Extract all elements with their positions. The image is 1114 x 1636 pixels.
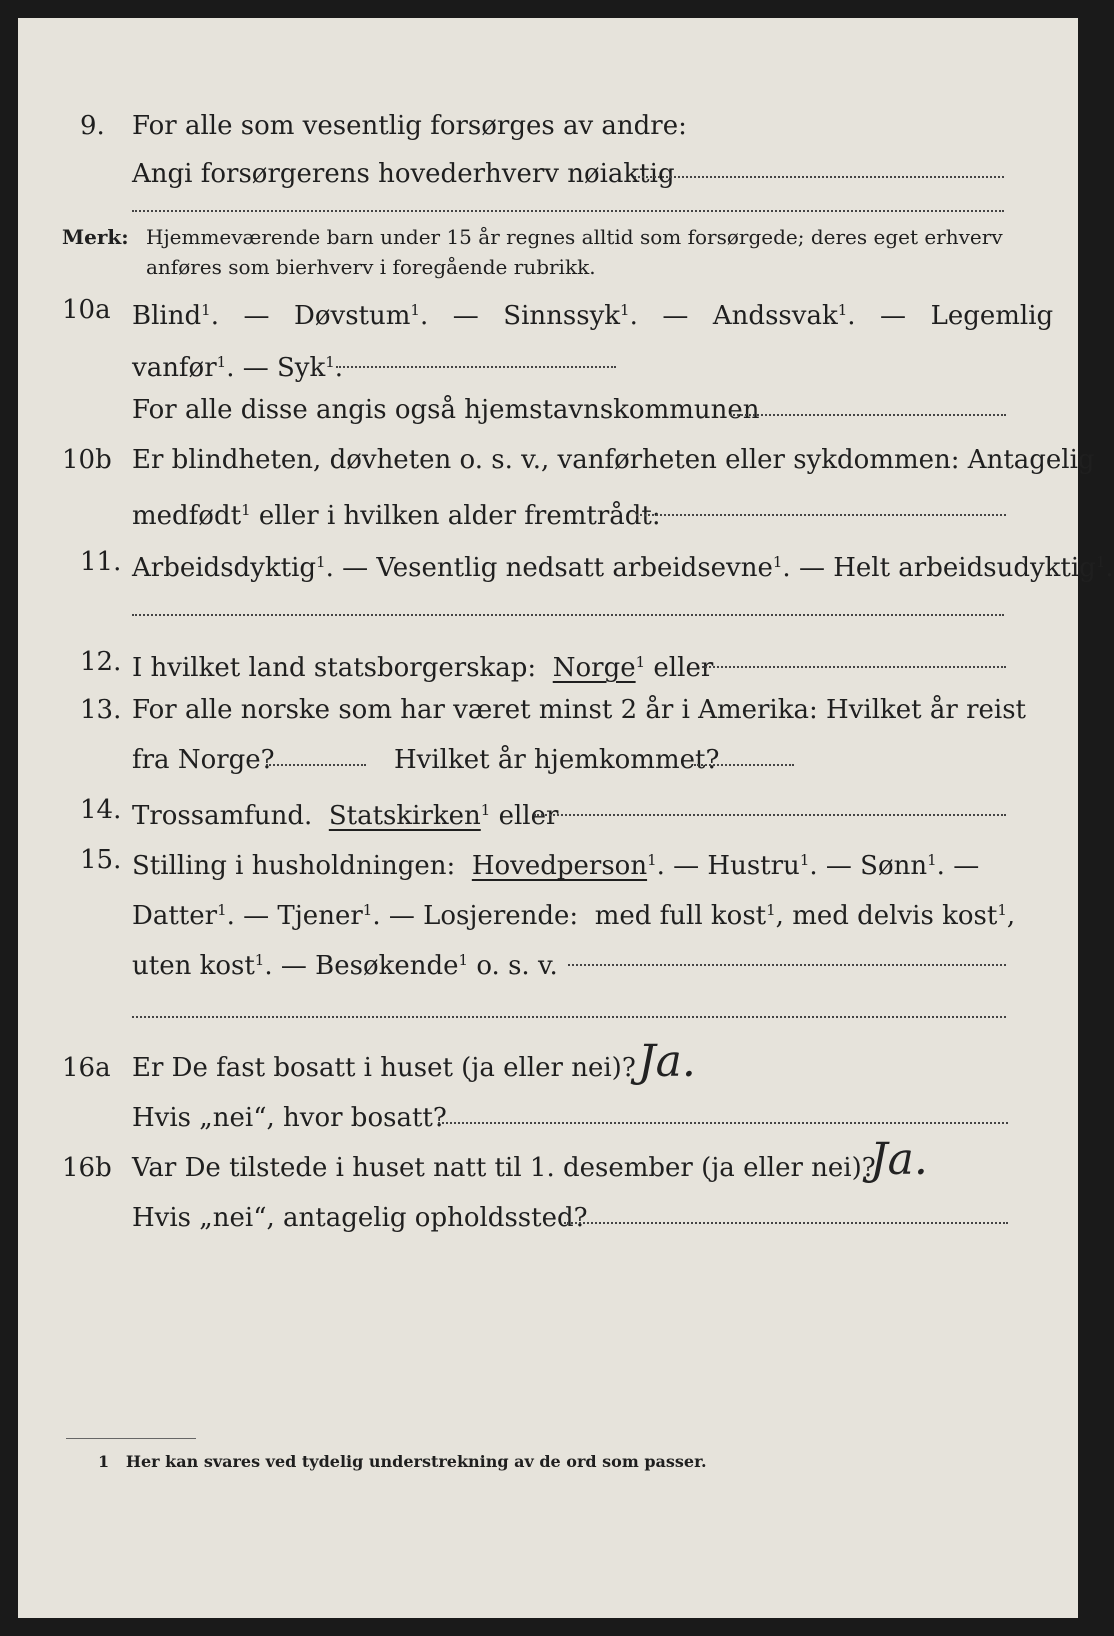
- q12-text: I hvilket land statsborgerskap: Norge$^1$ eller: [132, 653, 714, 683]
- q15-number: 15.: [80, 845, 122, 875]
- q10a-options: Blind$^1$. — Døvstum$^1$. — Sinnssyk$^1$. — Andssvak$^1$. — Legemlig: [132, 301, 1054, 331]
- q11-options: Arbeidsdyktig$^1$. — Vesentlig nedsatt arbeidsevne$^1$. — Helt arbeidsudyktig$^1$.: [132, 553, 1114, 583]
- q13-fill-line-1: [266, 764, 366, 766]
- merk-text-2: anføres som bierhverv i foregående rubrikk.: [146, 255, 596, 279]
- q11-number: 11.: [80, 547, 122, 577]
- q11-fill-line: [132, 614, 1004, 616]
- q15-options-1: Stilling i husholdningen: Hovedperson$^1$. — Hustru$^1$. — Sønn$^1$. —: [132, 851, 980, 881]
- q10a-fill-line-2: [730, 414, 1006, 416]
- q10b-text2: medfødt$^1$ eller i hvilken alder fremtrådt:: [132, 501, 661, 531]
- q10a-fill-line: [336, 366, 616, 368]
- q16a-number: 16a: [62, 1053, 111, 1083]
- q16b-text: Var De tilstede i huset natt til 1. desember (ja eller nei)?: [132, 1153, 876, 1183]
- footnote-mark: 1: [98, 1452, 110, 1471]
- q14-number: 14.: [80, 795, 122, 825]
- q15-options-2: Datter$^1$. — Tjener$^1$. — Losjerende: med full kost$^1$, med delvis kost$^1$,: [132, 901, 1016, 931]
- q13-text: For alle norske som har været minst 2 år i Amerika: Hvilket år reist: [132, 695, 1026, 725]
- q10b-text: Er blindheten, døvheten o. s. v., vanførheten eller sykdommen: Antagelig: [132, 445, 1095, 475]
- q15-hovedperson-underlined: Hovedperson: [471, 851, 648, 881]
- q15-options-3: uten kost$^1$. — Besøkende$^1$ o. s. v.: [132, 951, 558, 981]
- q16a-text: Er De fast bosatt i huset (ja eller nei)?: [132, 1053, 636, 1083]
- q9-fill-line-2: [132, 210, 1004, 212]
- q14-statskirken-underlined: Statskirken: [328, 801, 481, 831]
- footnote: [98, 1452, 707, 1471]
- q16a-fill-line: [438, 1122, 1008, 1124]
- q10a-number: 10a: [62, 295, 111, 325]
- footnote-rule: [66, 1438, 196, 1439]
- q15-fill-line: [568, 964, 1006, 966]
- q13-text2b: Hvilket år hjemkommet?: [394, 745, 720, 775]
- q16b-text2: Hvis „nei“, antagelig opholdssted?: [132, 1203, 588, 1233]
- q16a-handwritten-answer: Ja.: [638, 1036, 696, 1087]
- q12-fill-line: [702, 666, 1006, 668]
- q10b-fill-line: [636, 514, 1006, 516]
- q16b-handwritten-answer: Ja.: [870, 1134, 928, 1185]
- q14-text: Trossamfund. Statskirken$^1$ eller: [132, 801, 559, 831]
- q13-number: 13.: [80, 695, 122, 725]
- q16a-text2: Hvis „nei“, hvor bosatt?: [132, 1103, 447, 1133]
- q16b-number: 16b: [62, 1153, 112, 1183]
- q10b-number: 10b: [62, 445, 112, 475]
- merk-text-1: Hjemmeværende barn under 15 år regnes alltid som forsørgede; deres eget erhverv: [146, 225, 1003, 249]
- q9-fill-line: [634, 176, 1004, 178]
- q10a-text3: For alle disse angis også hjemstavnskommunen: [132, 395, 760, 425]
- footnote-text: Her kan svares ved tydelig understrekning av de ord som passer.: [125, 1452, 707, 1471]
- q13-text2a: fra Norge?: [132, 745, 275, 775]
- q9-number: 9.: [80, 111, 105, 141]
- q9-text2: Angi forsørgerens hovederhverv nøiaktig: [132, 159, 675, 189]
- merk-label: Merk:: [62, 225, 129, 249]
- q9-text: For alle som vesentlig forsørges av andre:: [132, 111, 687, 141]
- q13-fill-line-2: [694, 764, 794, 766]
- q12-number: 12.: [80, 647, 122, 677]
- census-form-page: [18, 18, 1114, 1618]
- q12-norge-underlined: Norge: [552, 653, 636, 683]
- q10a-options-2: vanfør$^1$. — Syk$^1$.: [132, 353, 344, 383]
- q15-fill-line-2: [132, 1016, 1006, 1018]
- q14-fill-line: [534, 814, 1006, 816]
- q16b-fill-line: [564, 1222, 1008, 1224]
